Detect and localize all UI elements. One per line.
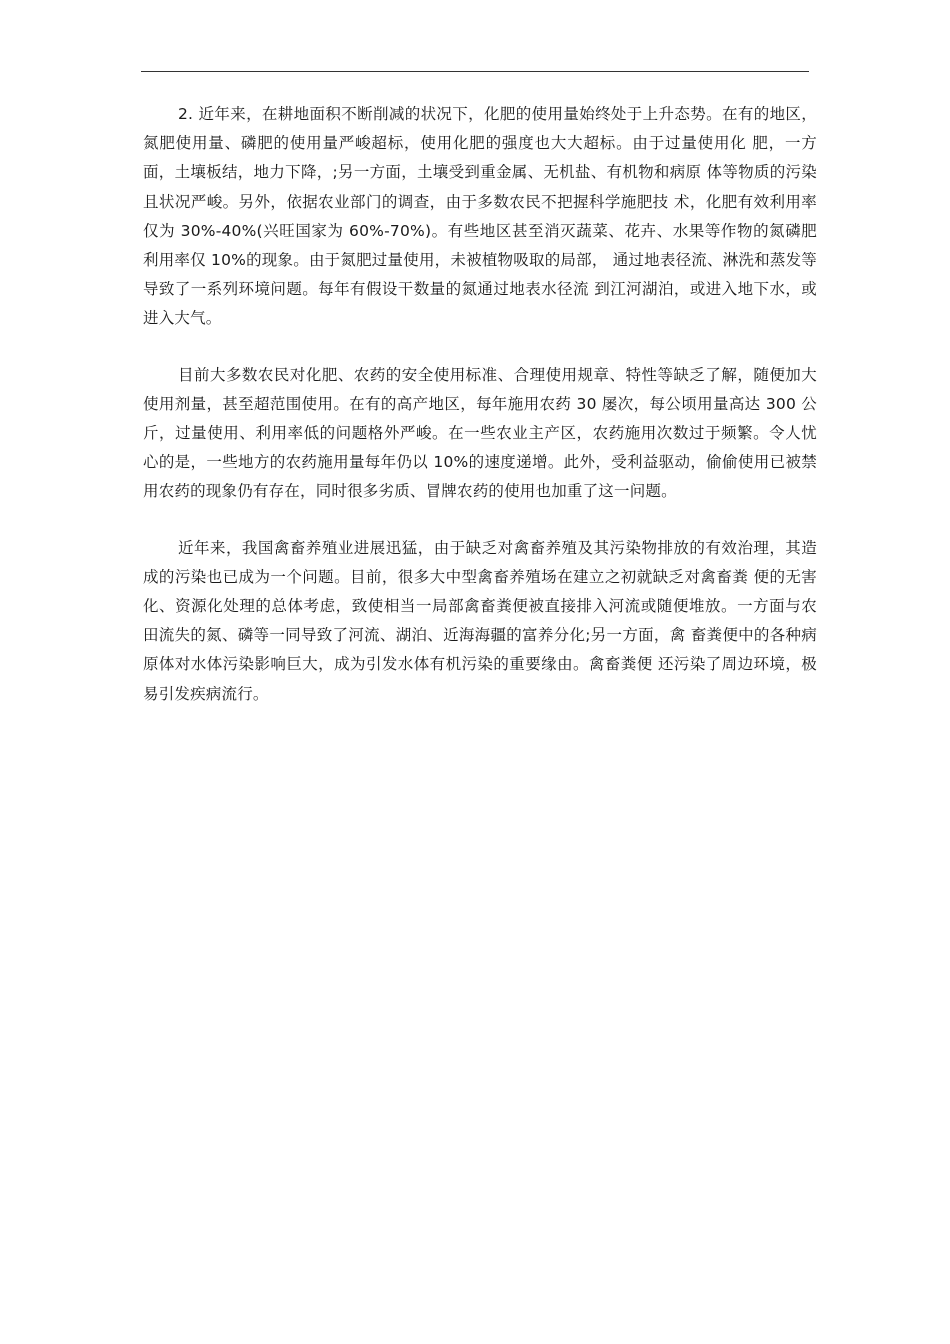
paragraph-pesticide: 目前大多数农民对化肥、农药的安全使用标准、合理使用规章、特性等缺乏了解，随便加大使用剂量，甚至超范围使用。在有的高产地区，每年施用农药 30 屡次，每公顷用量高达 300 公斤，过量使用、利用率低的问题格外严峻。在一些农业主产区，农药施用次数过于频繁。令人忧心的是，一些地方的农药施用量每年仍以 10%的速度递增。此外，受利益驱动，偷偷使用已被禁用农药的现象仍有存在，同时很多劣质、冒牌农药的使用也加重了这一问题。 (143, 365, 817, 501)
header-rule (141, 71, 809, 72)
paragraph-livestock: 近年来，我国禽畜养殖业进展迅猛，由于缺乏对禽畜养殖及其污染物排放的有效治理，其造成的污染也已成为一个问题。目前，很多大中型禽畜养殖场在建立之初就缺乏对禽畜粪 便的无害化、资源化处理的总体考虑，致使相当一局部禽畜粪便被直接排入河流或随便堆放。一方面与农田流失的氮、磷等一同导致了河流、湖泊、近海海疆的富养分化;另一方面，禽 畜粪便中的各种病原体对水体污染影响巨大，成为引发水体有机污染的重要缘由。禽畜粪便 还污染了周边环境，极易引发疾病流行。 (143, 538, 817, 703)
paragraph-fertilizer: 2. 近年来，在耕地面积不断削减的状况下，化肥的使用量始终处于上升态势。在有的地区，氮肥使用量、磷肥的使用量严峻超标，使用化肥的强度也大大超标。由于过量使用化 肥，一方面，土壤板结，地力下降，;另一方面，土壤受到重金属、无机盐、有机物和病原 体等物质的污染且状况严峻。另外，依据农业部门的调查，由于多数农民不把握科学施肥技 术，化肥有效利用率仅为 30%-40%(兴旺国家为 60%-70%)。有些地区甚至消灭蔬菜、花卉、水果等作物的氮磷肥利用率仅 10%的现象。由于氮肥过量使用，未被植物吸取的局部， 通过地表径流、淋洗和蒸发等导致了一系列环境问题。每年有假设干数量的氮通过地表水径流 到江河湖泊，或进入地下水，或进入大气。 (143, 105, 817, 328)
document-body (143, 100, 817, 736)
